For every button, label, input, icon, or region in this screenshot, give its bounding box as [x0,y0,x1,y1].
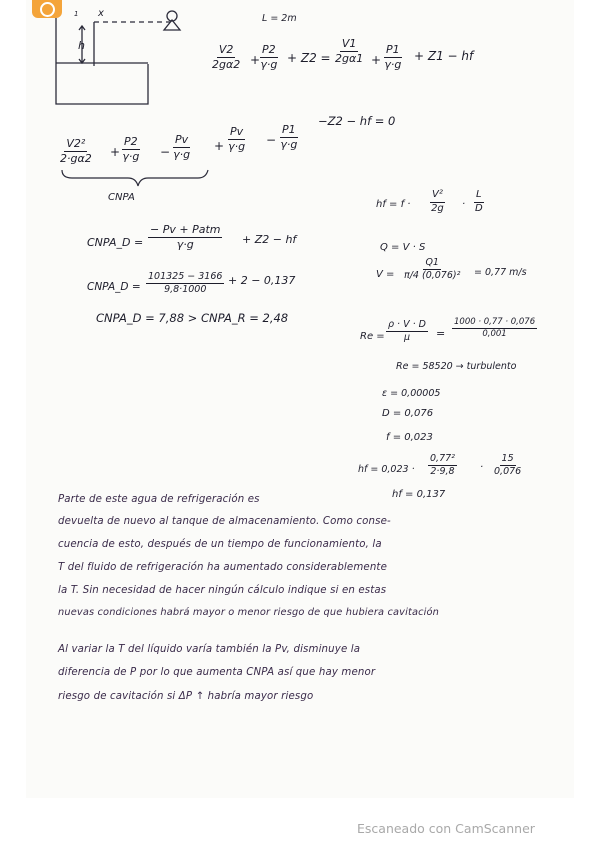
npsh-line1-num: − Pv + Patm [150,223,221,236]
re-num2: 1000 · 0,77 · 0,076 [454,317,536,327]
x-label: x [98,8,104,19]
bernoulli-t3-den: 2gα1 [335,51,364,65]
re-num: ρ · V · D [388,319,426,330]
re-value: Re = 58520 → turbulento [396,361,517,372]
eps-value: ε = 0,00005 [382,388,441,399]
note-line-1: Parte de este agua de refrigeración es [58,494,260,505]
rearr-t3-num: Pv [175,133,189,146]
bernoulli-mid: + Z2 = [287,51,331,65]
scanner-watermark: Escaneado con CamScanner [357,821,535,836]
rearr-t5-den: γ·g [280,137,298,151]
hf-calc-num: 0,77² [430,453,455,464]
npsh-line1-lhs: CNPA_D = [87,236,144,249]
hf-calc-lhs: hf = 0,023 · [358,464,415,475]
cnpa-brace [58,168,218,190]
bernoulli-t1-den: 2gα2 [212,57,241,71]
rearr-t4-den: γ·g [228,139,246,153]
bernoulli-t3-num: V1 [341,37,357,50]
v-lhs: V = [376,269,395,280]
hf-calc-den: 2·9,8 [430,465,455,477]
npsh-line1-den: γ·g [176,237,194,251]
v-den: π/4 (0,076)² [404,269,461,281]
npsh-line2-den: 9,8·1000 [164,283,207,295]
note-line-8: diferencia de P por lo que aumenta CNPA así que hay menor [58,667,376,678]
note-line-3: cuencia de esto, después de un tiempo de funcionamiento, la [58,539,382,550]
re-den: μ [403,331,410,343]
hf-formula-lhs: hf = f · [376,199,411,210]
bernoulli-t1-num: V2 [218,43,234,56]
v-tail: = 0,77 m/s [474,267,527,278]
height-label: h [78,39,85,52]
bernoulli-t4-num: P1 [386,43,400,56]
v-num: Q1 [425,257,439,268]
tank-pump-sketch [44,8,214,108]
cnpa-brace-label: CNPA [108,192,135,203]
f-value: f = 0,023 [386,432,433,443]
d-value: D = 0,076 [382,408,434,419]
note-line-4: T del fluido de refrigeración ha aumentado considerablemente [58,562,387,573]
bernoulli-t4-den: γ·g [384,57,402,71]
hf-result: hf = 0,137 [392,489,446,500]
npsh-result: CNPA_D = 7,88 > CNPA_R = 2,48 [96,311,289,325]
note-line-6: nuevas condiciones habrá mayor o menor riesgo de que hubiera cavitación [58,607,440,618]
bernoulli-t2-den: γ·g [260,57,278,71]
re-lhs: Re = [360,331,385,342]
hf-calc-num2: 15 [501,453,514,464]
npsh-line1-tail: + Z2 − hf [242,233,297,246]
rearr-tail: −Z2 − hf = 0 [318,114,396,128]
bernoulli-t2-num: P2 [262,43,276,56]
top-label: 1 [74,10,79,18]
rearr-t3-den: γ·g [173,147,191,161]
hf-formula-den: 2g [431,202,444,214]
re-den2: 0,001 [482,328,507,339]
rearr-t2-den: γ·g [122,149,140,163]
rearr-t4-num: Pv [230,125,244,138]
npsh-line2-num: 101325 − 3166 [148,271,223,282]
tank-outline [56,18,148,104]
note-line-5: la T. Sin necesidad de hacer ningún cálculo indique si en estas [58,585,387,596]
length-note: L = 2m [262,13,297,24]
rearr-t1-num: V2² [66,137,86,150]
note-line-9: riesgo de cavitación si ΔP ↑ habría mayor riesgo [58,691,314,702]
bernoulli-tail: + Z1 − hf [414,49,474,63]
note-line-7: Al variar la T del líquido varía también la Pv, disminuye la [58,644,361,655]
q-line: Q = V · S [380,242,426,253]
scanned-page [26,0,574,798]
npsh-line2-tail: + 2 − 0,137 [228,274,296,287]
note-line-2: devuelta de nuevo al tanque de almacenamiento. Como conse- [58,516,391,527]
hf-formula-den2: D [474,202,483,214]
hf-formula-num: V² [430,190,445,203]
rearr-t2-num: P2 [124,135,138,148]
rearr-t1-den: 2·gα2 [60,151,92,165]
rearr-t5-num: P1 [282,123,296,136]
hf-formula-num2: L [474,190,484,203]
npsh-line2-lhs: CNPA_D = [87,281,141,293]
hf-calc-den2: 0,076 [494,465,522,477]
